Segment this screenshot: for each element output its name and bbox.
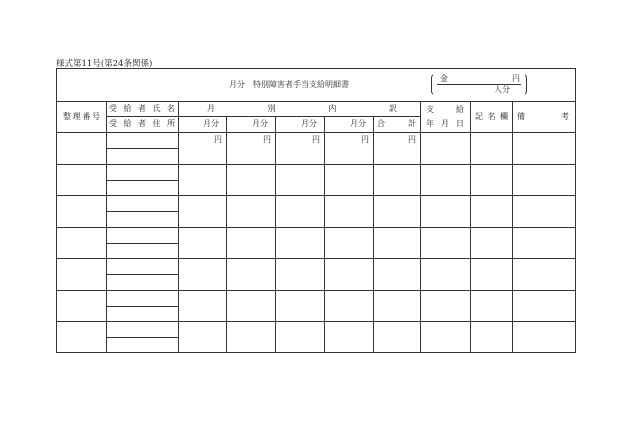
month-col-1: 月分 [203,119,219,128]
persons-unit: 人分 [494,85,510,94]
header-record-column: 記 名 欄 [475,112,508,121]
form-caption: 様式第11号(第24条関係) [56,59,153,69]
yen-col-1: 円 [214,135,222,144]
yen-col-4: 円 [361,135,369,144]
header-recipient-address: 受 給 者 住 所 [109,119,175,128]
amount-label: 金 [440,74,448,83]
header-payment-line2: 年 月 日 [426,119,464,128]
name-address-split [106,211,178,212]
statement-form [56,68,576,353]
name-address-split [106,148,178,149]
yen-col-3: 円 [312,135,320,144]
name-address-split [106,180,178,181]
header-recipient-name: 受 給 者 氏 名 [109,104,175,113]
header-payment-line1: 支 給 [426,105,464,114]
header-serial-no: 整 理 番 号 [63,112,100,121]
row-rule [57,195,575,196]
name-address-split [106,243,178,244]
row-rule [57,290,575,291]
month-col-4: 月分 [350,119,366,128]
yen-col-2: 円 [263,135,271,144]
month-col-3: 月分 [301,119,317,128]
header-total: 合 計 [377,119,416,128]
form-title: 月分 特別障害者手当支給明細書 [229,80,349,89]
row-rule [57,321,575,322]
row-rule [57,258,575,259]
name-address-split [106,306,178,307]
amount-unit: 円 [512,74,520,83]
yen-col-5: 円 [408,135,416,144]
row-rule [57,227,575,228]
header-monthly-breakdown: 月 別 内 訳 [207,104,397,113]
name-address-split [106,274,178,275]
month-col-2: 月分 [252,119,268,128]
name-address-split [106,337,178,338]
header-remarks: 備 考 [517,112,569,121]
row-rule [57,164,575,165]
